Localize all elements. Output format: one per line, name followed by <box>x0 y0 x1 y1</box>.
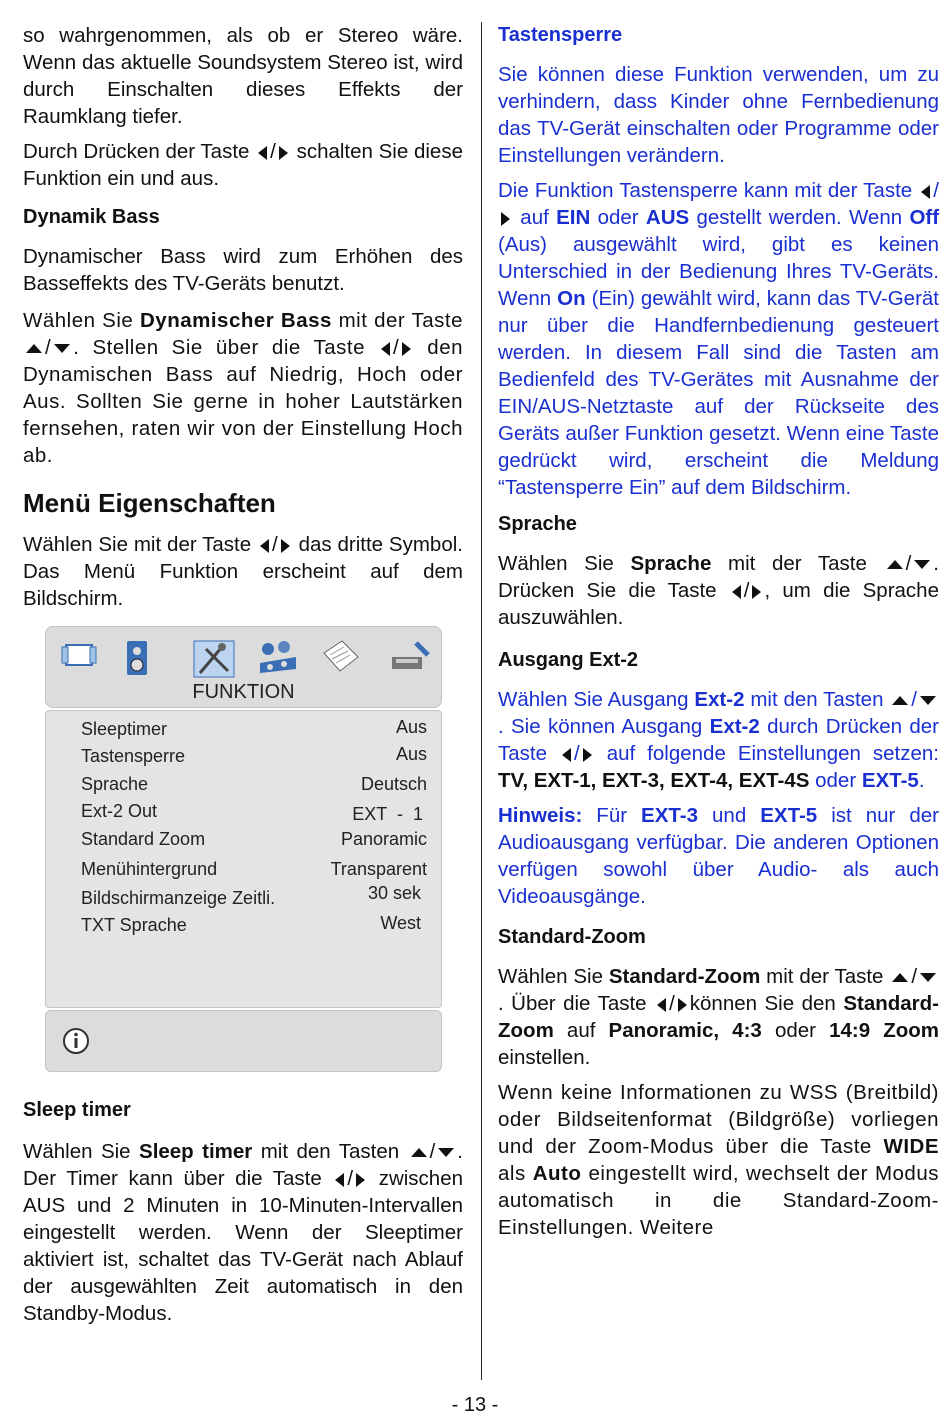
paragraph-zoom-1: Wählen Sie Standard-Zoom mit der Taste /. Über die Taste / können Sie den Standard-Zoom auf Panoramic, 4:3 oder 14:9 Zoom einstellen. <box>498 965 940 1069</box>
menu-icons <box>60 639 430 679</box>
text-bold: EXT-5 <box>861 769 919 792</box>
heading-sprache: Sprache <box>498 513 577 535</box>
menu-row-value: 30 sek <box>367 883 421 903</box>
text: schalten Sie diese Funktion ein und aus. <box>23 140 463 190</box>
right-arrow-icon <box>583 748 592 762</box>
source-icon <box>320 639 360 675</box>
text-bold: Dynamischer Bass <box>139 309 332 332</box>
menu-title: FUNKTION <box>192 681 295 703</box>
text: als <box>498 1162 526 1185</box>
text: Für <box>596 804 628 827</box>
right-arrow-icon <box>402 342 411 356</box>
right-arrow-icon <box>501 212 510 226</box>
menu-row-value: EXT - 1 <box>352 804 423 824</box>
heading-tastensperre: Tastensperre <box>498 24 623 46</box>
text: Wählen Sie <box>23 1140 131 1163</box>
text: Wählen Sie <box>23 309 134 332</box>
paragraph-zoom-2 <box>498 1079 939 1241</box>
right-arrow-icon <box>752 585 761 599</box>
menu-row-label: Bildschirmanzeige Zeitli. <box>81 888 276 908</box>
text-bold: Hinweis: <box>498 804 583 827</box>
menu-row-label: Standard Zoom <box>81 829 206 849</box>
menu-icon-bar <box>45 626 442 708</box>
text: können Sie den <box>689 992 836 1015</box>
text-bold: EXT-5 <box>760 804 818 827</box>
paragraph-intro: so wahrgenommen, als ob er Stereo wäre. Wenn das aktuelle Soundsystem Stereo ist, wird durch Einschalten dieses Effekts der Raumklang tiefer. <box>23 24 463 128</box>
left-arrow-icon <box>732 585 741 599</box>
menu-row-label: Ext-2 Out <box>81 801 158 821</box>
tv-menu-screenshot <box>45 626 442 1072</box>
text: (Aus) ausgewählt wird, gibt es keinen Unterschied in der Bedienung Ihres TV-Geräts. Wenn <box>498 233 939 310</box>
left-arrow-icon <box>381 342 390 356</box>
menu-row-value: Deutsch <box>360 774 427 794</box>
text: oder <box>597 206 639 229</box>
heading-dynamik-bass: Dynamik Bass <box>23 206 160 228</box>
page-number: - 13 - <box>451 1394 499 1416</box>
menu-row-value: Aus <box>395 717 427 737</box>
text: Durch Drücken der Taste <box>23 140 250 163</box>
text: . Über die Taste <box>498 992 647 1015</box>
text: einstellen. <box>498 1046 591 1069</box>
left-arrow-icon <box>335 1173 344 1187</box>
text: das dritte Symbol. Das Menü Funktion erscheint auf dem Bildschirm. <box>23 533 463 610</box>
sound-icon <box>122 639 152 677</box>
right-column <box>498 22 939 1241</box>
down-arrow-icon <box>914 560 930 569</box>
text-bold: Sleep timer <box>139 1140 253 1163</box>
function-icon <box>192 639 236 679</box>
text-bold: On <box>557 287 586 310</box>
menu-row-value: Panoramic <box>340 829 427 849</box>
heading-ausgang-ext2: Ausgang Ext-2 <box>498 649 639 671</box>
install-icon <box>256 639 300 677</box>
text: . <box>918 769 925 792</box>
text: gestellt werden. Wenn <box>696 206 903 229</box>
text-bold: Standard-Zoom <box>498 992 939 1042</box>
menu-row-value: Aus <box>395 744 427 764</box>
text-bold: Off <box>909 206 940 229</box>
paragraph-lock-1: Sie können diese Funktion verwenden, um zu verhindern, dass Kinder ohne Fernbedienung das TV-Gerät einschalten oder Programme oder Einstellungen verändern. <box>498 63 939 167</box>
menu-row-label: TXT Sprache <box>81 915 187 935</box>
up-arrow-icon <box>892 696 908 705</box>
text: mit der Taste <box>338 309 464 332</box>
left-arrow-icon <box>260 539 269 553</box>
menu-row-label: Sleeptimer <box>81 719 168 739</box>
left-arrow-icon <box>562 748 571 762</box>
left-column <box>23 22 463 612</box>
up-arrow-icon <box>887 560 903 569</box>
text: . Sie können Ausgang <box>498 715 703 738</box>
right-arrow-icon <box>279 146 288 160</box>
menu-row-label: Sprache <box>81 774 149 794</box>
menu-settings-list <box>45 710 442 1008</box>
text: oder <box>774 1019 816 1042</box>
text: . Stellen Sie über die Taste <box>73 336 365 359</box>
down-arrow-icon <box>438 1148 454 1157</box>
column-divider <box>481 22 482 1380</box>
right-arrow-icon <box>281 539 290 553</box>
text: mit den Tasten <box>260 1140 400 1163</box>
heading-standard-zoom: Standard-Zoom <box>498 926 646 948</box>
text-bold: EIN <box>556 206 591 229</box>
picture-icon <box>60 639 98 673</box>
text: auf <box>520 206 549 229</box>
right-arrow-icon <box>356 1173 365 1187</box>
text: oder <box>815 769 857 792</box>
text: . Drücken Sie die Taste <box>498 552 939 602</box>
menu-row-label: Tastensperre <box>81 746 186 766</box>
paragraph-sprache: Wählen Sie Sprache mit der Taste / . Drücken Sie die Taste / , um die Sprache auszuwählen. <box>498 552 939 629</box>
menu-info-bar <box>45 1010 442 1072</box>
paragraph-ext2: Wählen Sie Ausgang Ext-2 mit den Tasten /. Sie können Ausgang Ext-2 durch Drücken der Taste / auf folgende Einstellungen setzen: TV, EXT-1, EXT-3, EXT-4, EXT-4S oder EXT-5. <box>498 688 940 792</box>
heading-menu-eigenschaften: Menü Eigenschaften <box>23 488 276 518</box>
text-bold: Standard-Zoom <box>608 965 761 988</box>
text-bold: AUS <box>645 206 690 229</box>
text: eingestellt wird, wechselt der Modus automatisch in die Standard-Zoom-Einstellungen. Weitere <box>498 1162 939 1239</box>
text: Wählen Sie <box>498 552 614 575</box>
text: ist nur der Audioausgang verfügbar. Die anderen Optionen verfügen sowohl über Audio- als auch Videoausgänge. <box>498 804 939 908</box>
text: den Dynamischen Bass auf Niedrig, Hoch oder Aus. Sollten Sie gerne in hoher Lautstärken fernsehen, raten wir von der Einstellung Hoch ab. <box>23 336 464 467</box>
text: durch Drücken der Taste <box>498 715 940 765</box>
down-arrow-icon <box>920 696 936 705</box>
text: mit der Taste <box>766 965 884 988</box>
paragraph-menu: Wählen Sie mit der Taste / das dritte Symbol. Das Menü Funktion erscheint auf dem Bildschirm. <box>23 533 463 610</box>
text-bold: EXT-3 <box>641 804 699 827</box>
text-bold: TV, EXT-1, EXT-3, EXT-4, EXT-4S <box>498 769 810 792</box>
text-bold: Ext-2 <box>694 688 745 711</box>
paragraph-toggle: Durch Drücken der Taste / schalten Sie diese Funktion ein und aus. <box>23 140 463 190</box>
up-arrow-icon <box>411 1148 427 1157</box>
left-column-bottom <box>23 1097 463 1327</box>
down-arrow-icon <box>920 973 936 982</box>
paragraph-bass-1: Dynamischer Bass wird zum Erhöhen des Basseffekts des TV-Geräts benutzt. <box>23 245 463 295</box>
settings-icon <box>390 639 432 673</box>
text-bold: Sprache <box>630 552 712 575</box>
text: und <box>712 804 747 827</box>
text: Die Funktion Tastensperre kann mit der Taste <box>498 179 913 202</box>
left-arrow-icon <box>921 185 930 199</box>
text: Wählen Sie Ausgang <box>498 688 689 711</box>
left-arrow-icon <box>258 146 267 160</box>
heading-sleep-timer: Sleep timer <box>23 1099 131 1121</box>
paragraph-lock-2: Die Funktion Tastensperre kann mit der Taste / auf EIN oder AUS gestellt werden. Wenn Off (Aus) ausgewählt wird, gibt es keinen Unterschied in der Bedienung Ihres TV-Geräts. Wenn On (Ein) gewählt wird, kann das TV-Gerät nur über die Handfernbedienung gesteuert werden. In diesem Fall sind die Tasten am Bedienfeld des TV-Gerätes mit Ausnahme der EIN/AUS-Netztaste auf der Rückseite des Geräts außer Funktion gesetzt. Wenn eine Taste gedrückt wird, erscheint die Meldung “Tastensperre Ein” auf dem Bildschirm. <box>498 179 940 499</box>
text: Wählen Sie mit der Taste <box>23 533 252 556</box>
menu-row-value: Transparent <box>330 859 427 879</box>
text: auf folgende Einstellungen setzen: <box>606 742 940 765</box>
text: , um die Sprache auszuwählen. <box>498 579 939 629</box>
text-bold: 14:9 Zoom <box>829 1019 940 1042</box>
menu-row-label: Menühintergrund <box>81 859 218 879</box>
text-bold: Ext-2 <box>709 715 760 738</box>
text: (Ein) gewählt wird, kann das TV-Gerät nur über die Handfernbedienung gesteuert werden. In diesem Fall sind die Tasten am Bedienfeld des TV-Gerätes mit Ausnahme der EIN/AUS-Netztaste auf der Rückseite des Geräts außer Funktion gesetzt. Wenn eine Taste gedrückt wird, erscheint die Meldung “Tastensperre Ein” auf dem Bildschirm. <box>498 287 940 499</box>
up-arrow-icon <box>892 973 908 982</box>
text: Wenn keine Informationen zu WSS (Breitbild) oder Bildseitenformat (Bildgröße) vorliegen und der Zoom-Modus über die Taste <box>498 1081 939 1158</box>
text: auf <box>566 1019 596 1042</box>
left-arrow-icon <box>657 998 666 1012</box>
paragraph-bass-2: Wählen Sie Dynamischer Bass mit der Taste / . Stellen Sie über die Taste / den Dynamischen Bass auf Niedrig, Hoch oder Aus. Sollten Sie gerne in hoher Lautstärken fernsehen, raten wir von der Einstellung Hoch ab. <box>23 309 464 467</box>
paragraph-hinweis <box>498 802 939 910</box>
text-bold: WIDE <box>883 1135 939 1158</box>
info-icon <box>62 1027 90 1055</box>
text: . Der Timer kann über die Taste <box>23 1140 463 1190</box>
paragraph-sleep: Wählen Sie Sleep timer mit den Tasten / . Der Timer kann über die Taste / zwischen AUS und 2 Minuten in 10-Minuten-Intervallen eingestellt werden. Wenn der Sleeptimer aktiviert ist, schaltet das TV-Gerät nach Ablauf der ausgewählten Zeit automatisch in den Standby-Modus. <box>23 1140 463 1325</box>
up-arrow-icon <box>26 344 42 353</box>
text-bold: Panoramic, 4:3 <box>608 1019 762 1042</box>
menu-row-value: West <box>380 913 421 933</box>
text: zwischen AUS und 2 Minuten in 10-Minuten-Intervallen eingestellt werden. Wenn der Sleeptimer aktiviert ist, schaltet das TV-Gerät nach Ablauf der ausgewählten Zeit automatisch in den Standby-Modus. <box>23 1167 463 1325</box>
right-arrow-icon <box>678 998 687 1012</box>
down-arrow-icon <box>54 344 70 353</box>
text: Wählen Sie <box>498 965 603 988</box>
text: mit der Taste <box>728 552 867 575</box>
text: mit den Tasten <box>750 688 884 711</box>
text-bold: Auto <box>532 1162 582 1185</box>
